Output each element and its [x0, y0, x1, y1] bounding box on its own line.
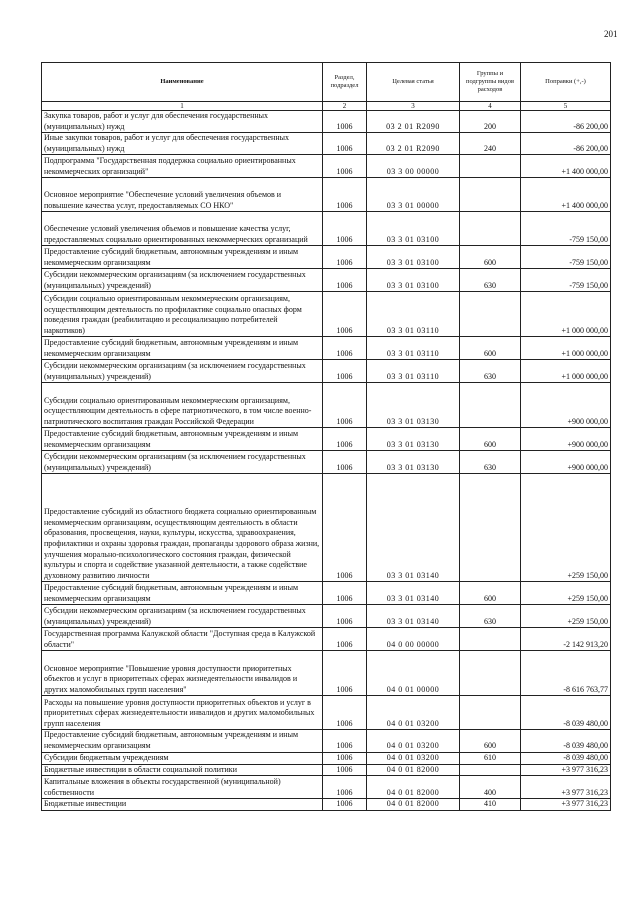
- row-target-article: 03 3 01 00000: [367, 178, 460, 212]
- row-section: 1006: [323, 651, 367, 696]
- row-name: Капитальные вложения в объекты государственной (муниципальной) собственности: [42, 776, 323, 799]
- row-target-article: 04 0 01 00000: [367, 651, 460, 696]
- row-expense-group: 600: [460, 337, 521, 360]
- row-target-article: 03 3 01 03100: [367, 269, 460, 292]
- row-target-article: 03 3 01 03140: [367, 474, 460, 582]
- row-expense-group: 630: [460, 360, 521, 383]
- row-expense-group: [460, 764, 521, 776]
- row-amendment-amount: -759 150,00: [521, 212, 611, 246]
- table-row: [42, 764, 611, 776]
- row-amendment-amount: +259 150,00: [521, 582, 611, 605]
- row-amendment-amount: +3 977 316,23: [521, 776, 611, 799]
- row-section: 1006: [323, 776, 367, 799]
- row-name: Предоставление субсидий бюджетным, автономным учреждениям и иным некоммерческим организациям: [42, 428, 323, 451]
- row-section: 1006: [323, 292, 367, 337]
- row-target-article: 03 3 01 03110: [367, 337, 460, 360]
- row-amendment-amount: -8 039 480,00: [521, 696, 611, 730]
- row-expense-group: 240: [460, 133, 521, 155]
- table-row: [42, 730, 611, 752]
- row-section: 1006: [323, 428, 367, 451]
- budget-amendments-table: [41, 62, 611, 811]
- row-name: Бюджетные инвестиции: [42, 799, 323, 811]
- table-row: [42, 360, 611, 383]
- row-expense-group: [460, 651, 521, 696]
- row-section: 1006: [323, 764, 367, 776]
- row-name: Субсидии некоммерческим организациям (за исключением государственных (муниципальных) учреждений): [42, 451, 323, 474]
- row-section: 1006: [323, 155, 367, 178]
- row-name: Бюджетные инвестиции в области социальной политики: [42, 764, 323, 776]
- row-section: 1006: [323, 474, 367, 582]
- row-name: Подпрограмма "Государственная поддержка социально ориентированных некоммерческих организаций": [42, 155, 323, 178]
- row-name: Субсидии некоммерческим организациям (за исключением государственных (муниципальных) учреждений): [42, 605, 323, 628]
- row-amendment-amount: +259 150,00: [521, 605, 611, 628]
- row-name: Субсидии социально ориентированным некоммерческим организациям, осуществляющим деятельность в сфере патриотического, в том числе военно-патриотического воспитания граждан Российской Федерации: [42, 383, 323, 428]
- table-row: [42, 246, 611, 269]
- column-number: 4: [460, 102, 521, 111]
- table-row: [42, 133, 611, 155]
- row-expense-group: [460, 474, 521, 582]
- row-expense-group: [460, 178, 521, 212]
- table-row: [42, 752, 611, 764]
- row-name: Предоставление субсидий бюджетным, автономным учреждениям и иным некоммерческим организациям: [42, 246, 323, 269]
- row-expense-group: 630: [460, 269, 521, 292]
- row-target-article: 04 0 01 82000: [367, 776, 460, 799]
- row-target-article: 04 0 01 82000: [367, 764, 460, 776]
- row-amendment-amount: +900 000,00: [521, 383, 611, 428]
- row-expense-group: 610: [460, 752, 521, 764]
- row-section: 1006: [323, 605, 367, 628]
- header-amendments: Поправки (+,-): [521, 63, 611, 102]
- row-amendment-amount: +1 000 000,00: [521, 360, 611, 383]
- row-name: Предоставление субсидий бюджетным, автономным учреждениям и иным некоммерческим организациям: [42, 582, 323, 605]
- row-amendment-amount: -8 039 480,00: [521, 730, 611, 752]
- row-name: Основное мероприятие "Повышение уровня доступности приоритетных объектов и услуг в приоритетных сферах жизнедеятельности инвалидов и других маломобильных групп населения": [42, 651, 323, 696]
- row-amendment-amount: +259 150,00: [521, 474, 611, 582]
- row-amendment-amount: +1 000 000,00: [521, 337, 611, 360]
- row-amendment-amount: +900 000,00: [521, 451, 611, 474]
- row-target-article: 03 3 01 03130: [367, 383, 460, 428]
- row-name: Иные закупки товаров, работ и услуг для обеспечения государственных (муниципальных) нужд: [42, 133, 323, 155]
- row-section: 1006: [323, 451, 367, 474]
- row-expense-group: [460, 383, 521, 428]
- row-expense-group: 600: [460, 730, 521, 752]
- row-section: 1006: [323, 111, 367, 133]
- table-row: [42, 269, 611, 292]
- row-amendment-amount: +3 977 316,23: [521, 764, 611, 776]
- table-row: [42, 474, 611, 582]
- row-target-article: 03 3 01 03110: [367, 360, 460, 383]
- row-name: Субсидии социально ориентированным некоммерческим организациям, осуществляющим деятельность по профилактике социально опасных форм поведения граждан (реабилитацию и ресоциализацию потребителей наркотиков): [42, 292, 323, 337]
- table-row: [42, 428, 611, 451]
- row-amendment-amount: +1 400 000,00: [521, 155, 611, 178]
- row-section: 1006: [323, 383, 367, 428]
- table-row: [42, 337, 611, 360]
- row-amendment-amount: -86 200,00: [521, 133, 611, 155]
- column-number: 3: [367, 102, 460, 111]
- row-name: Субсидии некоммерческим организациям (за исключением государственных (муниципальных) учреждений): [42, 360, 323, 383]
- row-section: 1006: [323, 360, 367, 383]
- row-section: 1006: [323, 730, 367, 752]
- row-expense-group: [460, 212, 521, 246]
- row-section: 1006: [323, 752, 367, 764]
- column-number: 1: [42, 102, 323, 111]
- row-amendment-amount: -8 616 763,77: [521, 651, 611, 696]
- row-amendment-amount: -86 200,00: [521, 111, 611, 133]
- row-name: Субсидии некоммерческим организациям (за исключением государственных (муниципальных) учреждений): [42, 269, 323, 292]
- row-target-article: 03 3 01 03130: [367, 451, 460, 474]
- row-section: 1006: [323, 337, 367, 360]
- row-name: Предоставление субсидий из областного бюджета социально ориентированным некоммерческим организациям, осуществляющим деятельность в области образования, просвещения, науки, культуры, искусства, здравоохранения, профилактики и охраны здоровья граждан, пропаганды здорового образа жизни, улучшения морально-психологического состояния граждан, физической культуры и спорта и содействие указанной деятельности, а также содействие духовному развитию личности: [42, 474, 323, 582]
- row-name: Государственная программа Калужской области "Доступная среда в Калужской области": [42, 628, 323, 651]
- table-row: [42, 212, 611, 246]
- page-number: 201: [604, 29, 618, 39]
- row-name: Обеспечение условий увеличения объемов и повышение качества услуг, предоставляемых социально ориентированных некоммерческих организаций: [42, 212, 323, 246]
- row-target-article: 03 3 01 03100: [367, 212, 460, 246]
- table-column-numbers-row: [42, 102, 611, 111]
- row-target-article: 03 3 01 03140: [367, 582, 460, 605]
- row-expense-group: 410: [460, 799, 521, 811]
- row-name: Субсидии бюджетным учреждениям: [42, 752, 323, 764]
- row-expense-group: [460, 628, 521, 651]
- row-expense-group: 630: [460, 605, 521, 628]
- row-name: Предоставление субсидий бюджетным, автономным учреждениям и иным некоммерческим организациям: [42, 730, 323, 752]
- table-row: [42, 155, 611, 178]
- row-target-article: 03 2 01 R2090: [367, 111, 460, 133]
- table-row: [42, 111, 611, 133]
- row-amendment-amount: +1 000 000,00: [521, 292, 611, 337]
- row-target-article: 03 3 01 03140: [367, 605, 460, 628]
- row-section: 1006: [323, 246, 367, 269]
- row-amendment-amount: -759 150,00: [521, 246, 611, 269]
- row-target-article: 03 3 00 00000: [367, 155, 460, 178]
- row-amendment-amount: -8 039 480,00: [521, 752, 611, 764]
- row-expense-group: 600: [460, 246, 521, 269]
- row-amendment-amount: +900 000,00: [521, 428, 611, 451]
- row-expense-group: [460, 292, 521, 337]
- row-expense-group: 200: [460, 111, 521, 133]
- row-amendment-amount: +1 400 000,00: [521, 178, 611, 212]
- header-expense-groups: Группы и подгруппы видов расходов: [460, 63, 521, 102]
- row-section: 1006: [323, 582, 367, 605]
- row-target-article: 03 3 01 03100: [367, 246, 460, 269]
- row-amendment-amount: +3 977 316,23: [521, 799, 611, 811]
- table-row: [42, 605, 611, 628]
- row-expense-group: 630: [460, 451, 521, 474]
- header-section: Раздел, подраздел: [323, 63, 367, 102]
- row-expense-group: 600: [460, 428, 521, 451]
- row-amendment-amount: -759 150,00: [521, 269, 611, 292]
- row-target-article: 04 0 01 82000: [367, 799, 460, 811]
- row-amendment-amount: -2 142 913,20: [521, 628, 611, 651]
- table-row: [42, 628, 611, 651]
- row-section: 1006: [323, 212, 367, 246]
- row-name: Расходы на повышение уровня доступности приоритетных объектов и услуг в приоритетных сферах жизнедеятельности инвалидов и других маломобильных групп населения: [42, 696, 323, 730]
- row-section: 1006: [323, 628, 367, 651]
- row-target-article: 03 3 01 03110: [367, 292, 460, 337]
- row-expense-group: 600: [460, 582, 521, 605]
- row-name: Предоставление субсидий бюджетным, автономным учреждениям и иным некоммерческим организациям: [42, 337, 323, 360]
- row-section: 1006: [323, 133, 367, 155]
- column-number: 2: [323, 102, 367, 111]
- row-target-article: 03 3 01 03130: [367, 428, 460, 451]
- row-expense-group: [460, 696, 521, 730]
- row-target-article: 04 0 00 00000: [367, 628, 460, 651]
- table-row: [42, 178, 611, 212]
- column-number: 5: [521, 102, 611, 111]
- table-row: [42, 776, 611, 799]
- table-row: [42, 696, 611, 730]
- table-row: [42, 383, 611, 428]
- table-header-row: [42, 63, 611, 102]
- row-target-article: 04 0 01 03200: [367, 730, 460, 752]
- row-expense-group: [460, 155, 521, 178]
- row-name: Основное мероприятие "Обеспечение условий увеличения объемов и повышение качества услуг, предоставляемых СО НКО": [42, 178, 323, 212]
- header-name: Наименование: [42, 63, 323, 102]
- row-target-article: 04 0 01 03200: [367, 752, 460, 764]
- row-target-article: 04 0 01 03200: [367, 696, 460, 730]
- row-section: 1006: [323, 178, 367, 212]
- row-name: Закупка товаров, работ и услуг для обеспечения государственных (муниципальных) нужд: [42, 111, 323, 133]
- table-row: [42, 582, 611, 605]
- table-row: [42, 292, 611, 337]
- row-target-article: 03 2 01 R2090: [367, 133, 460, 155]
- row-section: 1006: [323, 799, 367, 811]
- table-row: [42, 799, 611, 811]
- table-row: [42, 451, 611, 474]
- row-section: 1006: [323, 269, 367, 292]
- row-section: 1006: [323, 696, 367, 730]
- header-target-article: Целевая статья: [367, 63, 460, 102]
- table-row: [42, 651, 611, 696]
- row-expense-group: 400: [460, 776, 521, 799]
